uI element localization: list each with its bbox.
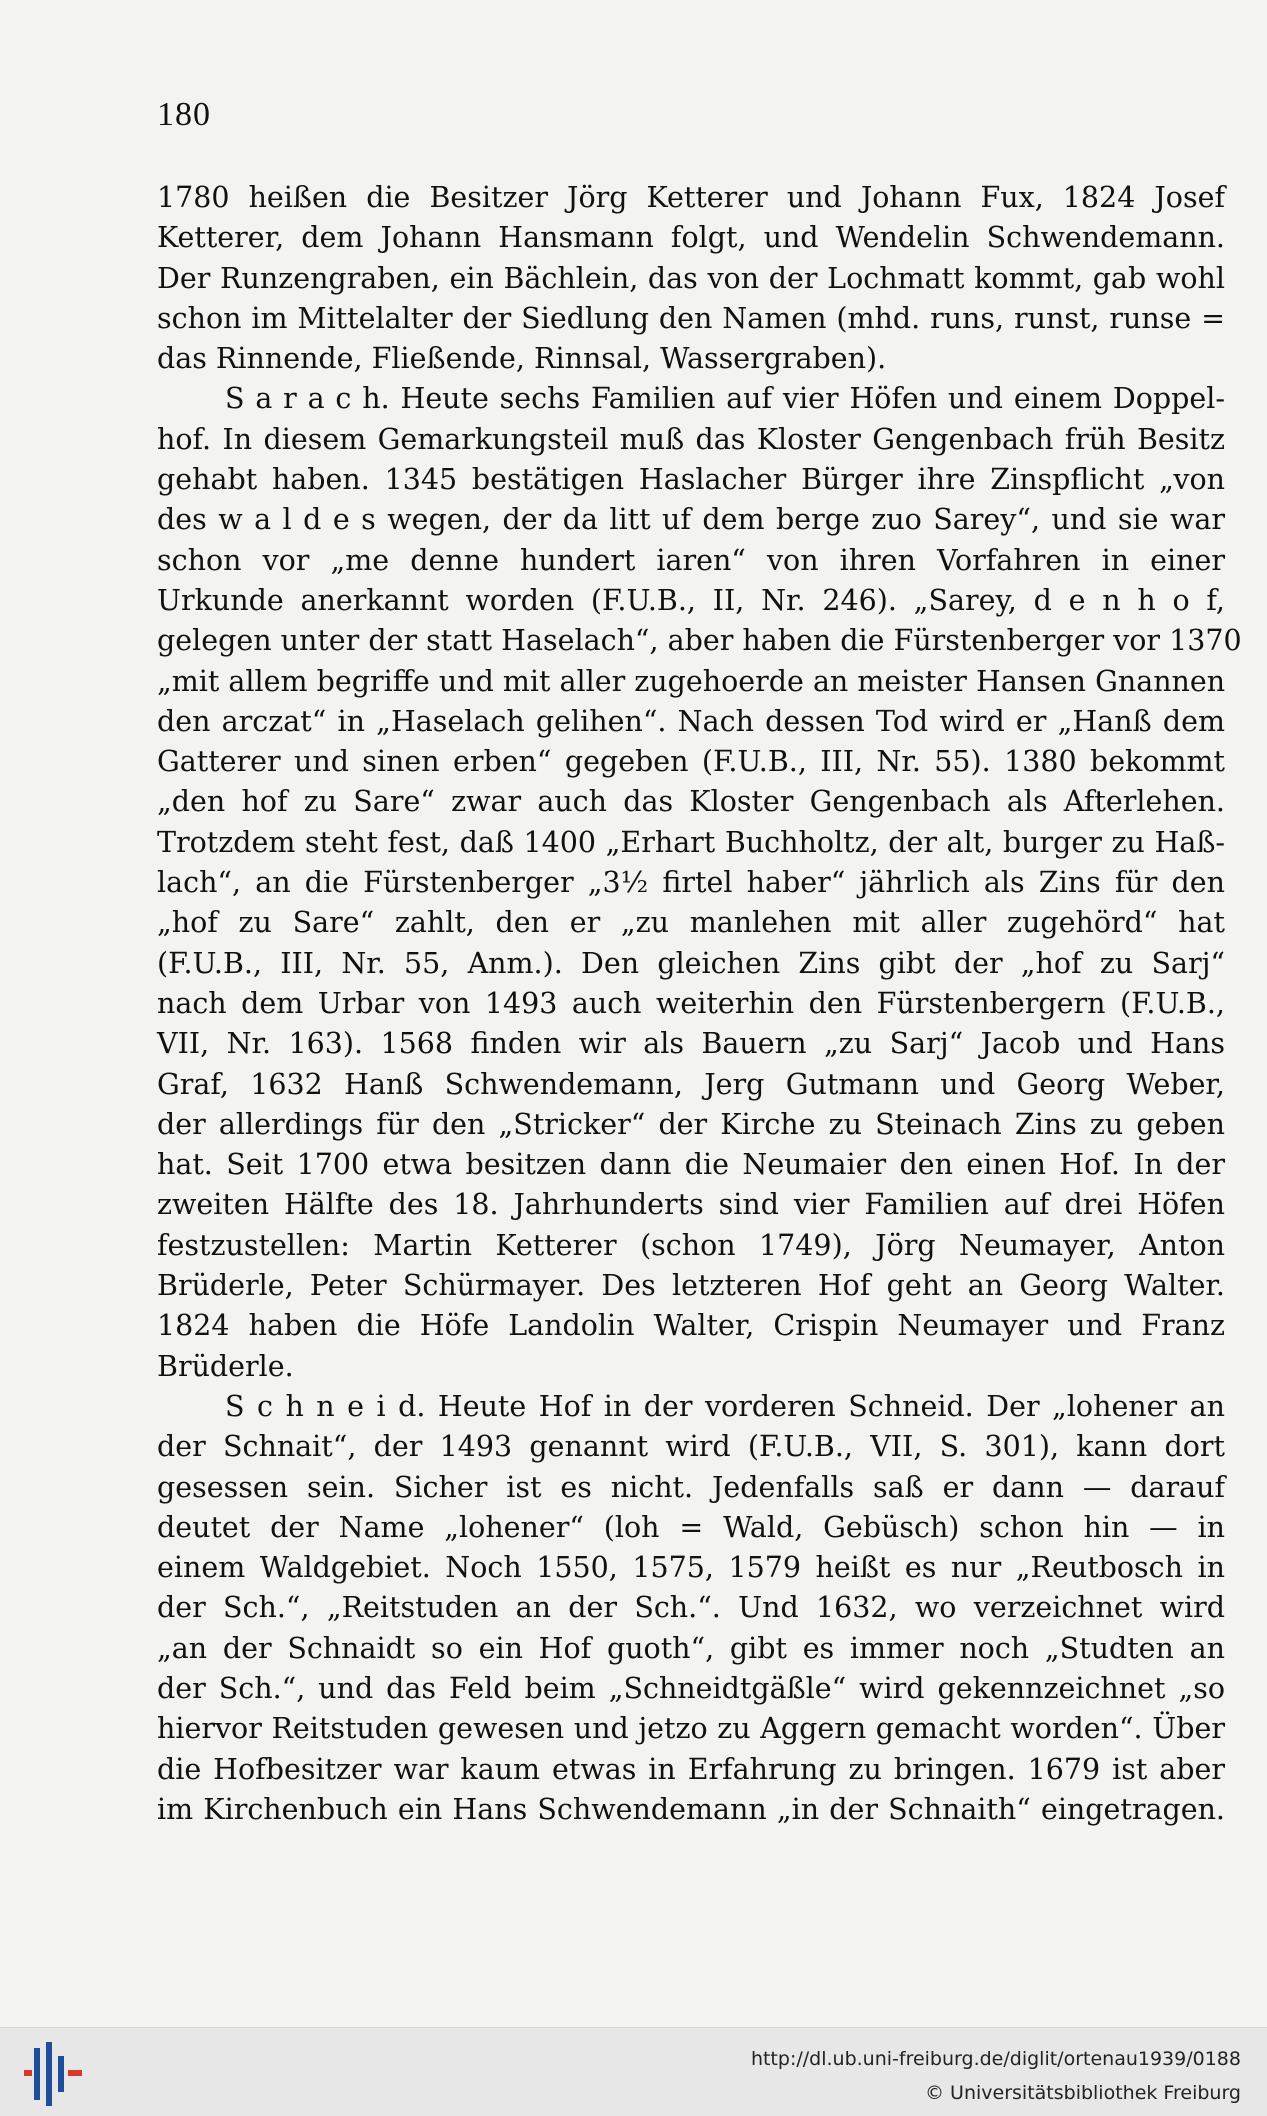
- text-line: der Sch.“, „Reitstuden an der Sch.“. Und 1632, wo verzeichnet wird: [157, 1591, 1225, 1625]
- text-line: „hof zu Sare“ zahlt, den er „zu manlehen mit aller zugehörd“ hat: [157, 906, 1225, 940]
- text-line: der Schnait“, der 1493 genannt wird (F.U.B., VII, S. 301), kann dort: [157, 1430, 1225, 1464]
- text-line: 1780 heißen die Besitzer Jörg Ketterer und Johann Fux, 1824 Josef: [157, 181, 1225, 214]
- text-line: den arczat“ in „Haselach gelihen“. Nach dessen Tod wird er „Hanß dem: [157, 704, 1225, 738]
- text-line: der allerdings für den „Stricker“ der Kirche zu Steinach Zins zu geben: [157, 1107, 1225, 1141]
- text-line: Trotzdem steht fest, daß 1400 „Erhart Buchholtz, der alt, burger zu Haß-: [157, 825, 1225, 859]
- text-line: gelegen unter der statt Haselach“, aber haben die Fürstenberger vor 1370: [157, 624, 1242, 658]
- text-line: „den hof zu Sare“ zwar auch das Kloster Gengenbach als Afterlehen.: [157, 785, 1225, 819]
- text-line: das Rinnende, Fließende, Rinnsal, Wassergraben).: [157, 342, 887, 376]
- page-number: 180: [157, 96, 211, 133]
- text-line: des w a l d e s wegen, der da litt uf dem berge zuo Sarey“, und sie war: [157, 503, 1225, 537]
- text-line: hat. Seit 1700 etwa besitzen dann die Neumaier den einen Hof. In der: [157, 1148, 1225, 1182]
- text-line: S a r a c h. Heute sechs Familien auf vier Höfen und einem Doppel-: [225, 382, 1225, 416]
- text-line: im Kirchenbuch ein Hans Schwendemann „in der Schnaith“ eingetragen.: [157, 1792, 1225, 1826]
- footer-copyright: © Universitätsbibliothek Freiburg: [925, 2082, 1241, 2104]
- text-line: hiervor Reitstuden gewesen und jetzo zu Aggern gemacht worden“. Über: [157, 1712, 1225, 1746]
- text-line: Der Runzengraben, ein Bächlein, das von der Lochmatt kommt, gab wohl: [157, 261, 1225, 295]
- text-line: nach dem Urbar von 1493 auch weiterhin den Fürstenbergern (F.U.B.,: [157, 986, 1225, 1020]
- text-line: schon vor „me denne hundert iaren“ von ihren Vorfahren in einer: [157, 543, 1225, 577]
- text-line: der Sch.“, und das Feld beim „Schneidtgäßle“ wird gekennzeichnet „so: [157, 1671, 1225, 1705]
- body-text: [157, 178, 1242, 1830]
- text-line: Gatterer und sinen erben“ gegeben (F.U.B., III, Nr. 55). 1380 bekommt: [157, 745, 1225, 779]
- text-line: Ketterer, dem Johann Hansmann folgt, und Wendelin Schwendemann.: [157, 221, 1225, 255]
- footer-bar: [0, 2027, 1267, 2116]
- footer-url-link[interactable]: http://dl.ub.uni-freiburg.de/diglit/ortenau1939/0188: [750, 2048, 1241, 2070]
- text-line: Brüderle.: [157, 1349, 294, 1383]
- text-line: gesessen sein. Sicher ist es nicht. Jedenfalls saß er dann — darauf: [157, 1470, 1225, 1504]
- text-line: deutet der Name „lohener“ (loh = Wald, Gebüsch) schon hin — in: [157, 1510, 1225, 1544]
- text-line: Urkunde anerkannt worden (F.U.B., II, Nr. 246). „Sarey, d e n h o f,: [157, 583, 1225, 617]
- text-line: Brüderle, Peter Schürmayer. Des letzteren Hof geht an Georg Walter.: [157, 1269, 1225, 1303]
- text-line: „mit allem begriffe und mit aller zugehoerde an meister Hansen Gnannen: [157, 664, 1226, 698]
- text-line: VII, Nr. 163). 1568 finden wir als Bauern „zu Sarj“ Jacob und Hans: [157, 1027, 1225, 1061]
- text-line: lach“, an die Fürstenberger „3½ firtel haber“ jährlich als Zins für den: [157, 866, 1225, 900]
- text-line: S c h n e i d. Heute Hof in der vorderen Schneid. Der „lohener an: [225, 1389, 1225, 1423]
- text-line: einem Waldgebiet. Noch 1550, 1575, 1579 heißt es nur „Reutbosch in: [157, 1551, 1225, 1585]
- text-line: festzustellen: Martin Ketterer (schon 1749), Jörg Neumayer, Anton: [157, 1228, 1225, 1262]
- text-line: (F.U.B., III, Nr. 55, Anm.). Den gleichen Zins gibt der „hof zu Sarj“: [157, 946, 1225, 980]
- text-line: gehabt haben. 1345 bestätigen Haslacher Bürger ihre Zinspflicht „von: [157, 463, 1225, 497]
- text-line: zweiten Hälfte des 18. Jahrhunderts sind vier Familien auf drei Höfen: [157, 1188, 1225, 1222]
- text-line: Graf, 1632 Hanß Schwendemann, Jerg Gutmann und Georg Weber,: [157, 1067, 1225, 1101]
- text-line: „an der Schnaidt so ein Hof guoth“, gibt es immer noch „Studten an: [157, 1631, 1225, 1665]
- library-logo-icon: [24, 2042, 84, 2106]
- text-line: die Hofbesitzer war kaum etwas in Erfahrung zu bringen. 1679 ist aber: [157, 1752, 1225, 1786]
- text-line: hof. In diesem Gemarkungsteil muß das Kloster Gengenbach früh Besitz: [157, 422, 1225, 456]
- text-line: schon im Mittelalter der Siedlung den Namen (mhd. runs, runst, runse =: [157, 301, 1225, 335]
- text-line: 1824 haben die Höfe Landolin Walter, Crispin Neumayer und Franz: [157, 1309, 1225, 1343]
